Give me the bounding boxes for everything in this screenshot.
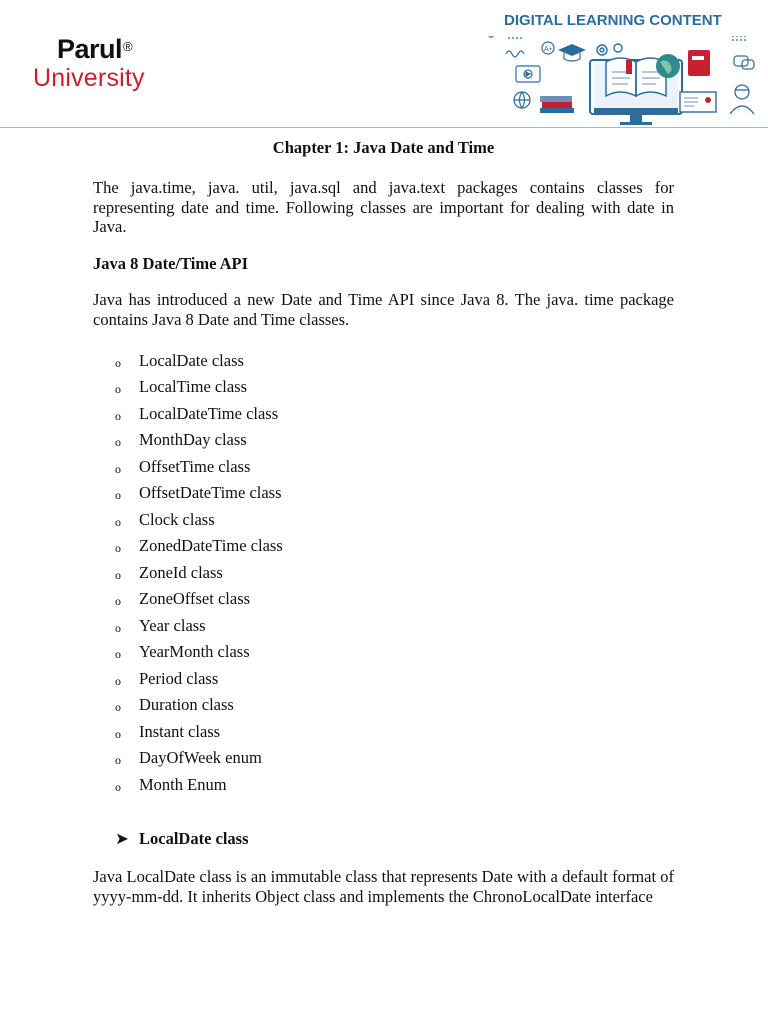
list-bullet-icon: o (115, 514, 121, 529)
list-bullet-icon: o (115, 355, 121, 370)
list-item-label: ZonedDateTime class (139, 536, 283, 556)
list-bullet-icon: o (115, 726, 121, 741)
api-paragraph: Java has introduced a new Date and Time API since Java 8. The java. time package contains Java 8 Date and Time classes. (93, 290, 674, 329)
list-item (93, 561, 674, 588)
list-bullet-icon: o (115, 567, 121, 582)
list-item-label: DayOfWeek enum (139, 748, 262, 768)
list-item (93, 508, 674, 535)
list-item (93, 720, 674, 747)
digital-learning-illustration (476, 36, 760, 126)
registered-mark: ® (123, 39, 133, 54)
list-bullet-icon: o (115, 382, 121, 397)
envelope-icon (680, 92, 716, 112)
arrow-bullet-icon: ➤ (115, 829, 129, 849)
notebook-icon (688, 50, 710, 76)
list-bullet-icon: o (115, 594, 121, 609)
list-item-label: Period class (139, 668, 219, 688)
logo-name: Parul (57, 34, 123, 64)
list-item-label: Duration class (139, 695, 234, 715)
list-item-label: Year class (139, 615, 206, 635)
list-item (93, 614, 674, 641)
document-body (93, 138, 674, 906)
localdate-paragraph: Java LocalDate class is an immutable class that represents Date with a default format of yyyy-mm-dd. It inherits Object class and implements the ChronoLocalDate interface (93, 867, 674, 906)
list-item (93, 402, 674, 429)
list-item-label: LocalDate class (139, 350, 244, 370)
gear-icon (597, 44, 622, 55)
list-item-label: OffsetTime class (139, 456, 251, 476)
logo-university: University (33, 64, 145, 92)
page-header (0, 0, 768, 128)
world-icon (656, 54, 680, 78)
list-item (93, 481, 674, 508)
list-item-label: ZoneId class (139, 562, 223, 582)
banner-title: DIGITAL LEARNING CONTENT (504, 12, 722, 29)
subsection-heading-row (93, 829, 674, 851)
list-bullet-icon: o (115, 700, 121, 715)
chapter-title: Chapter 1: Java Date and Time (272, 138, 495, 157)
list-bullet-icon: o (115, 673, 121, 688)
list-bullet-icon: o (115, 647, 121, 662)
decor-left-icon (480, 36, 524, 57)
list-item (93, 640, 674, 667)
list-item (93, 746, 674, 773)
subsection-heading: LocalDate class (139, 829, 249, 849)
list-bullet-icon: o (115, 541, 121, 556)
grade-icon (542, 42, 554, 54)
list-bullet-icon: o (115, 779, 121, 794)
list-item-label: Instant class (139, 721, 221, 741)
list-item-label: YearMonth class (139, 642, 250, 662)
teacher-icon (730, 85, 754, 114)
list-item (93, 773, 674, 800)
list-item (93, 534, 674, 561)
list-item-label: LocalDateTime class (139, 403, 279, 423)
list-bullet-icon: o (115, 753, 121, 768)
list-bullet-icon: o (115, 620, 121, 635)
class-list (93, 349, 674, 800)
section-heading: Java 8 Date/Time API (93, 253, 249, 273)
list-item (93, 667, 674, 694)
list-item-label: OffsetDateTime class (139, 483, 282, 503)
list-item-label: LocalTime class (139, 377, 247, 397)
list-item (93, 455, 674, 482)
list-bullet-icon: o (115, 435, 121, 450)
list-item (93, 428, 674, 455)
list-item-label: Clock class (139, 509, 215, 529)
list-item (93, 693, 674, 720)
video-icon (516, 66, 540, 82)
globe-icon (514, 92, 530, 108)
list-item-label: Month Enum (139, 774, 227, 794)
header-divider (0, 127, 768, 128)
chat-icon (732, 36, 754, 69)
list-bullet-icon: o (115, 488, 121, 503)
list-bullet-icon: o (115, 461, 121, 476)
list-item-label: ZoneOffset class (139, 589, 251, 609)
list-bullet-icon: o (115, 408, 121, 423)
svg-text:A+: A+ (544, 46, 553, 53)
intro-paragraph: The java.time, java. util, java.sql and java.text packages contains classes for representing date and time. Following classes are important for dealing with date in Java. (93, 178, 674, 237)
list-item (93, 587, 674, 614)
graduation-cap-icon (558, 44, 586, 61)
list-item-label: MonthDay class (139, 430, 247, 450)
list-item (93, 349, 674, 376)
list-item (93, 375, 674, 402)
parul-university-logo (33, 34, 145, 92)
books-icon (540, 96, 574, 113)
